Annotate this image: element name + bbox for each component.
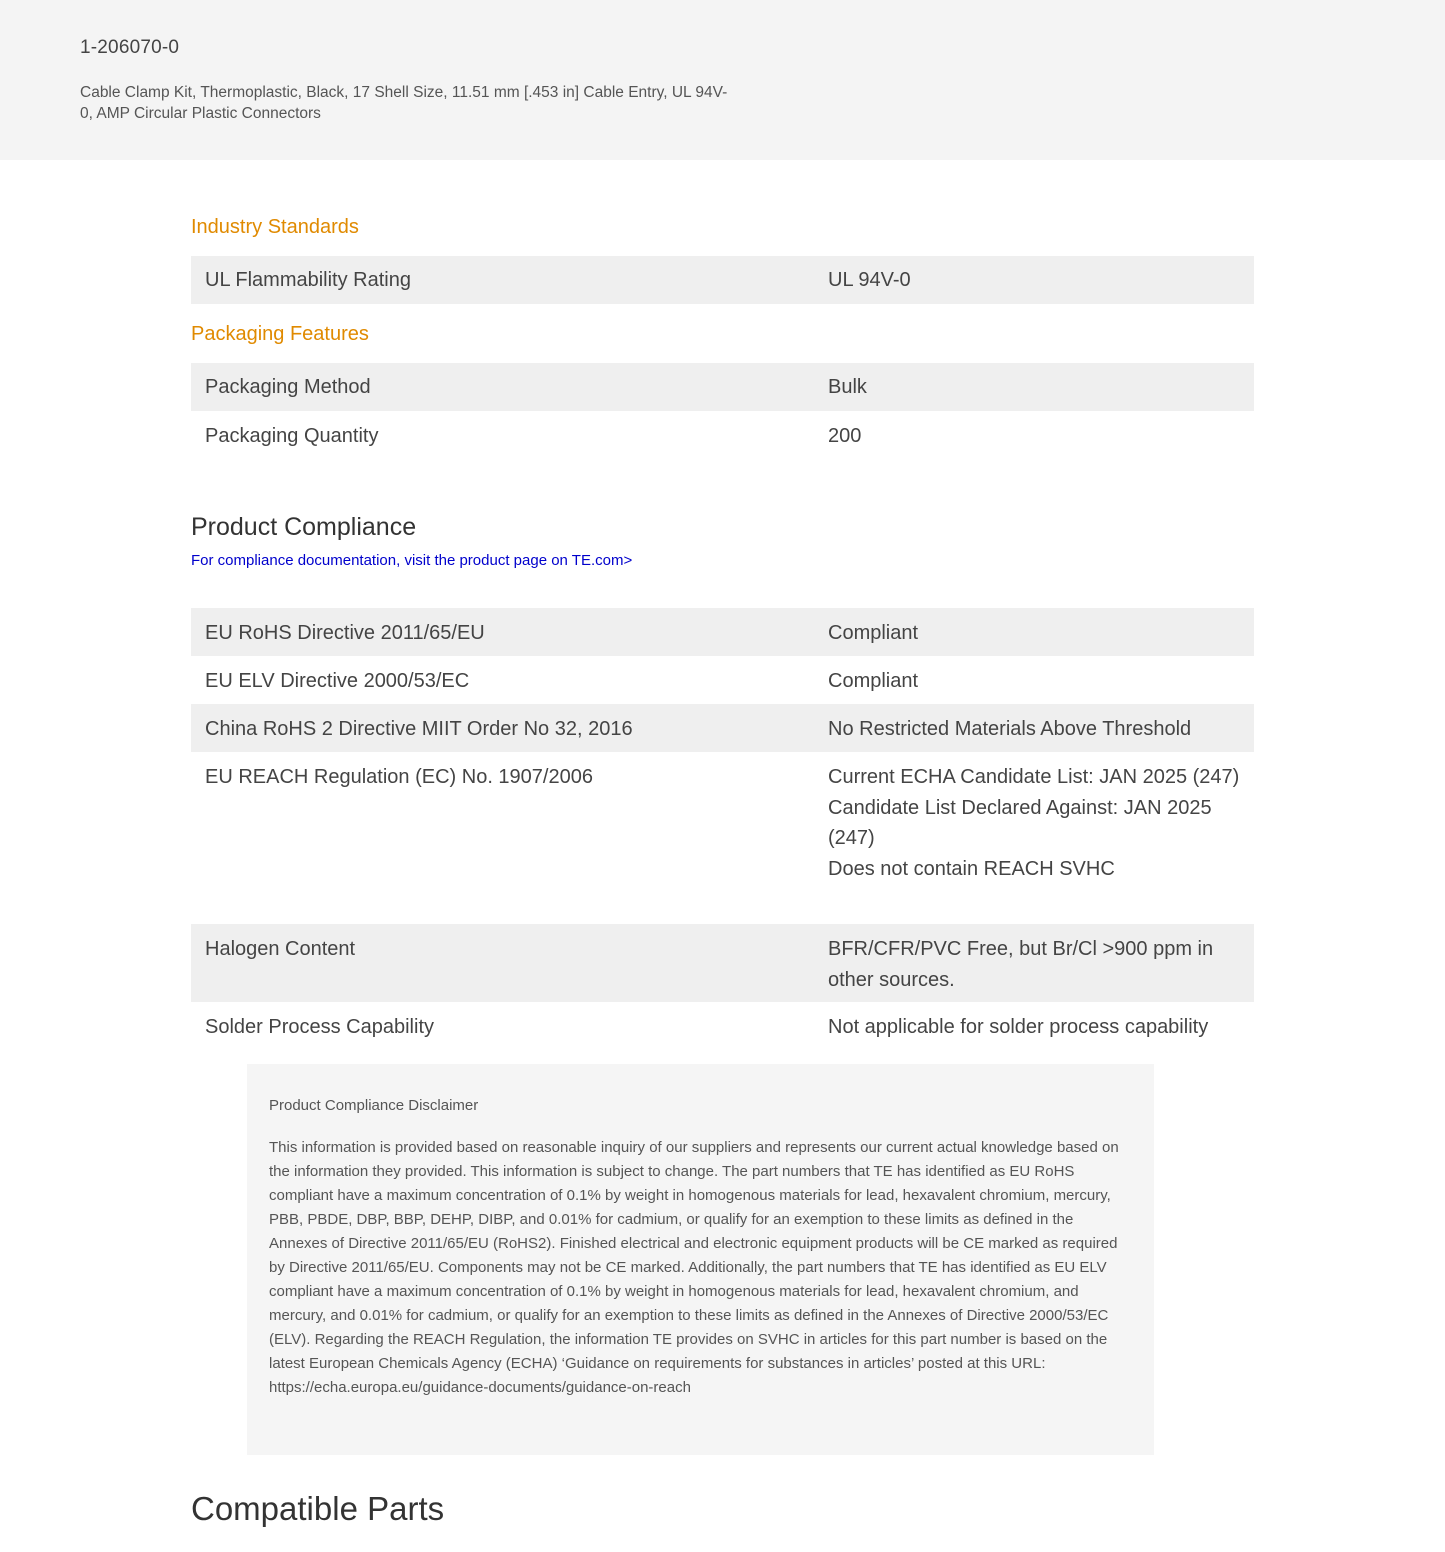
compliance-value-line: Not applicable for solder process capability bbox=[828, 1016, 1209, 1038]
spec-value: Bulk bbox=[828, 375, 867, 398]
spec-label: UL Flammability Rating bbox=[205, 268, 411, 291]
compliance-disclaimer bbox=[247, 1064, 1154, 1455]
compliance-documentation-link[interactable]: For compliance documentation, visit the product page on TE.com> bbox=[191, 552, 633, 569]
table-row bbox=[191, 924, 1254, 1002]
table-row bbox=[191, 363, 1254, 411]
compliance-value-line: Does not contain REACH SVHC bbox=[828, 857, 1115, 880]
compliance-value bbox=[828, 752, 1254, 924]
compliance-label: China RoHS 2 Directive MIIT Order No 32, 2016 bbox=[205, 718, 633, 740]
part-description: Cable Clamp Kit, Thermoplastic, Black, 17 Shell Size, 11.51 mm [.453 in] Cable Entry, UL 94V-0, AMP Circular Plastic Connectors bbox=[80, 84, 728, 122]
compliance-label: EU RoHS Directive 2011/65/EU bbox=[205, 622, 485, 644]
compliance-value-line: BFR/CFR/PVC Free, but Br/Cl >900 ppm in other sources. bbox=[828, 938, 1214, 991]
compliance-label: Solder Process Capability bbox=[205, 1016, 434, 1038]
spec-label: Packaging Method bbox=[205, 375, 371, 398]
compliance-value bbox=[828, 924, 1254, 1002]
compliance-value bbox=[828, 704, 1254, 752]
disclaimer-text: This information is provided based on reasonable inquiry of our suppliers and represents our current actual knowledge based on the information they provided. This information is subject to change. The part numbers that TE has identified as EU RoHS compliant have a maximum concentration of 0.1% by weight in homogenous materials for lead, hexavalent chromium, mercury, PBB, PBDE, DBP, BBP, DEHP, DIBP, and 0.01% for cadmium, or qualify for an exemption to these limits as defined in the Annexes of Directive 2011/65/EU (RoHS2). Finished electrical and electronic equipment products will be CE marked as required by Directive 2011/65/EU. Components may not be CE marked. Additionally, the part numbers that TE has identified as EU ELV compliant have a maximum concentration of 0.1% by weight in homogenous materials for lead, hexavalent chromium, and mercury, and 0.01% for cadmium, or qualify for an exemption to these limits as defined in the Annexes of Directive 2000/53/EC (ELV). Regarding the REACH Regulation, the information TE provides on SVHC in articles for this part number is based on the latest European Chemicals Agency (ECHA) ‘Guidance on requirements for substances in articles’ posted at this URL: https://echa.europa.eu/guidance-documents/guidance-on-reach bbox=[269, 1139, 1119, 1396]
compliance-table bbox=[191, 608, 1254, 1054]
compatible-parts-title: Compatible Parts bbox=[191, 1490, 445, 1527]
compliance-value-line: No Restricted Materials Above Threshold bbox=[828, 718, 1192, 740]
part-header bbox=[0, 0, 1445, 160]
compliance-label: Halogen Content bbox=[205, 938, 356, 960]
spec-value: UL 94V-0 bbox=[828, 268, 911, 291]
industry-standards-table bbox=[191, 256, 1254, 304]
product-compliance-title: Product Compliance bbox=[191, 513, 417, 541]
compliance-value bbox=[828, 608, 1254, 656]
table-row bbox=[191, 1002, 1254, 1054]
part-number: 1-206070-0 bbox=[80, 37, 180, 58]
table-row bbox=[191, 411, 1254, 461]
compliance-value-line: Compliant bbox=[828, 670, 919, 692]
packaging-features-table bbox=[191, 363, 1254, 461]
table-row bbox=[191, 656, 1254, 704]
compliance-value-line: Current ECHA Candidate List: JAN 2025 (247) bbox=[828, 766, 1240, 788]
table-row bbox=[191, 256, 1254, 304]
compliance-value bbox=[828, 656, 1254, 704]
spec-label: Packaging Quantity bbox=[205, 424, 379, 447]
disclaimer-title: Product Compliance Disclaimer bbox=[269, 1097, 479, 1114]
compliance-label: EU ELV Directive 2000/53/EC bbox=[205, 670, 470, 692]
compliance-value-line: Compliant bbox=[828, 622, 919, 644]
table-row bbox=[191, 608, 1254, 656]
packaging-features-heading: Packaging Features bbox=[191, 323, 369, 345]
industry-standards-heading: Industry Standards bbox=[191, 216, 359, 238]
table-row bbox=[191, 752, 1254, 924]
compliance-label: EU REACH Regulation (EC) No. 1907/2006 bbox=[205, 766, 593, 788]
compliance-value-line: Candidate List Declared Against: JAN 2025 (247) bbox=[828, 796, 1212, 849]
table-row bbox=[191, 704, 1254, 752]
compliance-value bbox=[828, 1002, 1254, 1054]
spec-value: 200 bbox=[828, 424, 862, 447]
